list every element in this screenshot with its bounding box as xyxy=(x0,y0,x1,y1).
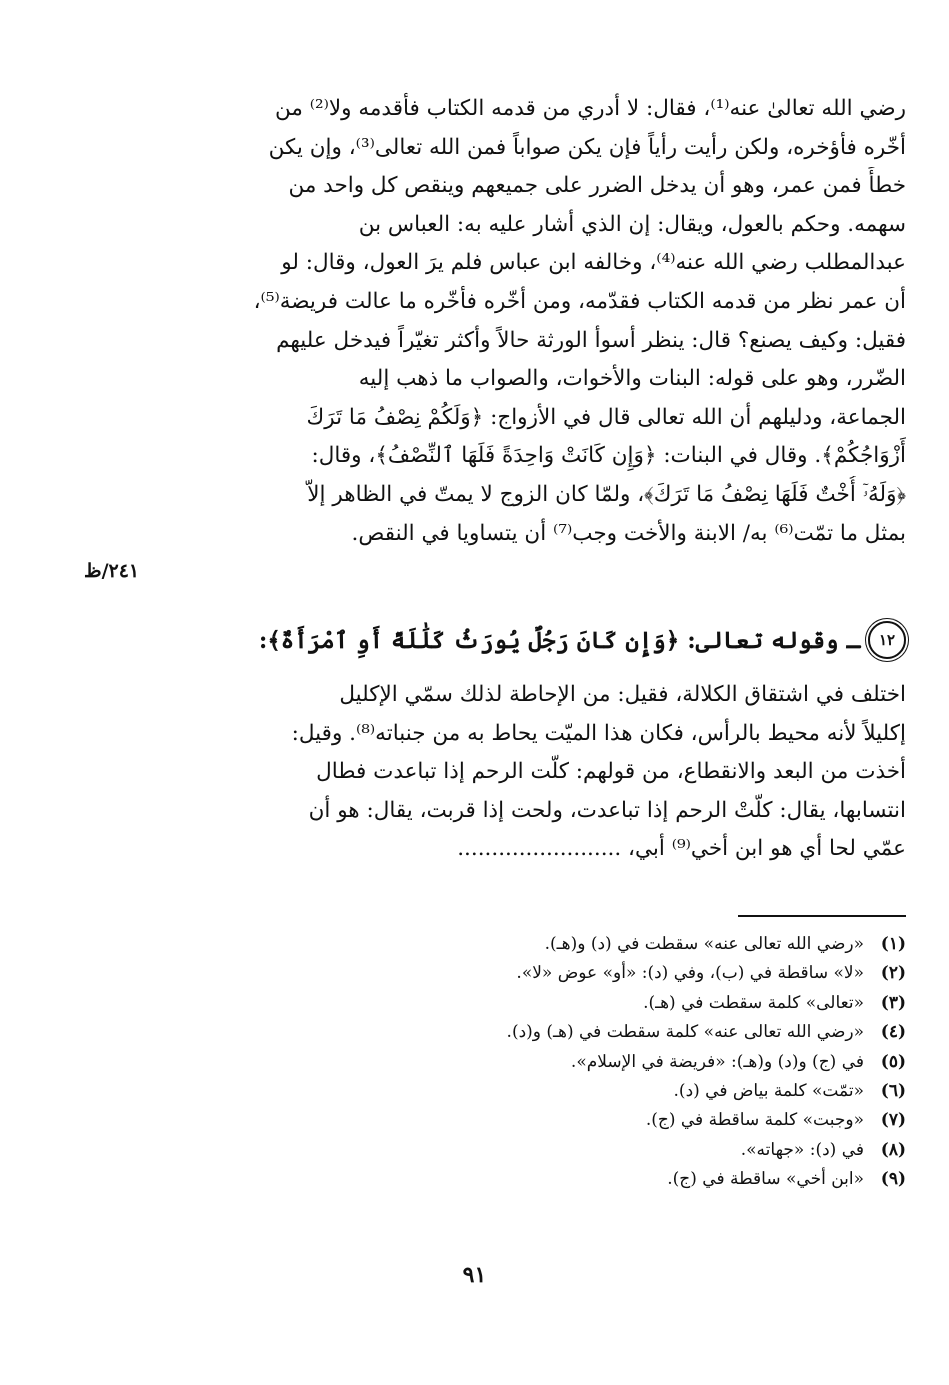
text-line: أخّره فأؤخره، ولكن رأيت رأياً فإن يكن صواباً فمن الله تعالى⁽³⁾، وإن يكن xyxy=(268,134,906,160)
footnote-number: (٨) xyxy=(880,1139,906,1160)
text-line: أَزْوَاجُكُمْ﴾. وقال في البنات: ﴿وَإِن كَانَتْ وَاحِدَةً فَلَهَا ٱلنِّصْفُ﴾، وقال: xyxy=(311,443,906,469)
footnote xyxy=(300,959,906,988)
text-line: ﴿وَلَهُۥٓ أُخْتٌ فَلَهَا نِصْفُ مَا تَرَكَ﴾، ولمّا كان الزوج لا يمتّ في الظاهر إلاّ xyxy=(307,481,906,507)
text-line: عبدالمطلب رضي الله عنه⁽⁴⁾، وخالفه ابن عباس فلم يرَ العول، وقال: لو xyxy=(281,250,906,276)
footnote-number: (٤) xyxy=(880,1022,906,1043)
footnote xyxy=(300,1165,906,1194)
footnote-number: (٧) xyxy=(880,1110,906,1131)
text-line: الضّرر، وهو على قوله: البنات والأخوات، والصواب ما ذهب إليه xyxy=(358,366,906,392)
footnote-number: (٩) xyxy=(880,1169,906,1190)
footnote-number: (٥) xyxy=(880,1051,906,1072)
footnote-text: «رضي الله تعالى عنه» سقطت في (د) و(هـ). xyxy=(544,934,864,954)
main-text-block xyxy=(158,90,906,553)
footnote xyxy=(300,930,906,959)
footnote-text: «ابن أخي» ساقطة في (ج). xyxy=(667,1169,864,1190)
text-line: الجماعة، ودليلهم أن الله تعالى قال في الأزواج: ﴿وَلَكُمْ نِصْفُ مَا تَرَكَ xyxy=(306,404,906,430)
text-line: خطأً فمن عمر، وهو أن يدخل الضرر على جميعهم وينقص كل واحد من xyxy=(288,173,906,199)
footnote xyxy=(300,989,906,1018)
verse-number-badge: ١٢ xyxy=(868,621,906,659)
text-line: عمّي لحا أي هو ابن أخي⁽⁹⁾ أبي، ........................ xyxy=(457,836,906,862)
footnote-text: «تعالى» كلمة سقطت في (هـ). xyxy=(643,992,864,1013)
footnote xyxy=(300,1136,906,1165)
manuscript-folio-note: ٢٤١/ظ xyxy=(84,560,140,582)
footnote-number: (٦) xyxy=(880,1080,906,1101)
footnote-number: (٢) xyxy=(880,963,906,984)
footnote-text: في (ج) و(د) و(هـ): «فريضة في الإسلام». xyxy=(570,1051,864,1072)
footnote xyxy=(300,1048,906,1077)
text-line: أخذت من البعد والانقطاع، من قولهم: كلّت الرحم إذا تباعدت فطال xyxy=(316,759,906,785)
footnote-text: «وجبت» كلمة ساقطة في (ج). xyxy=(645,1110,864,1131)
text-line: سهمه. وحكم بالعول، ويقال: إن الذي أشار عليه به: العباس بن xyxy=(358,211,906,237)
text-line: اختلف في اشتقاق الكلالة، فقيل: من الإحاطة لذلك سمّي الإكليل xyxy=(339,682,906,707)
footnote xyxy=(300,1018,906,1047)
footnote-text: في (د): «جهاته». xyxy=(740,1139,864,1160)
footnote xyxy=(300,1106,906,1135)
text-line: رضي الله تعالىٰ عنه⁽¹⁾، فقال: لا أدري من قدمه الكتاب فأقدمه ولا⁽²⁾ من xyxy=(275,96,906,121)
footnote-text: «رضي الله تعالى عنه» كلمة سقطت في (هـ) و(د). xyxy=(506,1022,864,1043)
footnote-number: (١) xyxy=(880,934,906,954)
footnotes-list xyxy=(300,930,906,1195)
footnote-text: «تمّت» كلمة بياض في (د). xyxy=(673,1080,864,1101)
section-heading xyxy=(158,618,906,662)
footnote-number: (٣) xyxy=(880,992,906,1013)
footnote-text: «لا» ساقطة في (ب)، وفي (د): «أو» عوض «لا». xyxy=(516,963,864,984)
text-line: إكليلاً لأنه محيط بالرأس، فكان هذا الميّت يحاط به من جنباته⁽⁸⁾. وقيل: xyxy=(291,720,906,746)
text-line: بمثل ما تمّت⁽⁶⁾ به/ الابنة والأخت وجب⁽⁷⁾ أن يتساويا في النقص. xyxy=(351,520,906,546)
footnote xyxy=(300,1077,906,1106)
text-line: أن عمر نظر من قدمه الكتاب فقدّمه، ومن أخّره فأخّره ما عالت فريضة⁽⁵⁾، xyxy=(253,288,906,314)
text-line: فقيل: وكيف يصنع؟ قال: ينظر أسوأ الورثة حالاً وأكثر تغيّراً فيدخل عليهم xyxy=(276,327,906,353)
footnote-separator xyxy=(738,915,906,917)
page-number: ٩١ xyxy=(462,1262,487,1288)
section-heading-text: ـ وقوله تعالى: ﴿وَإِن كَانَ رَجُلٌ يُورَثُ كَلَٰلَةً أَوِ ٱمْرَأَةٌ﴾: xyxy=(258,626,860,654)
section-text-block xyxy=(158,676,906,869)
text-line: انتسابها، يقال: كلّتْ الرحم إذا تباعدت، ولحت إذا قربت، يقال: هو أن xyxy=(308,797,906,823)
